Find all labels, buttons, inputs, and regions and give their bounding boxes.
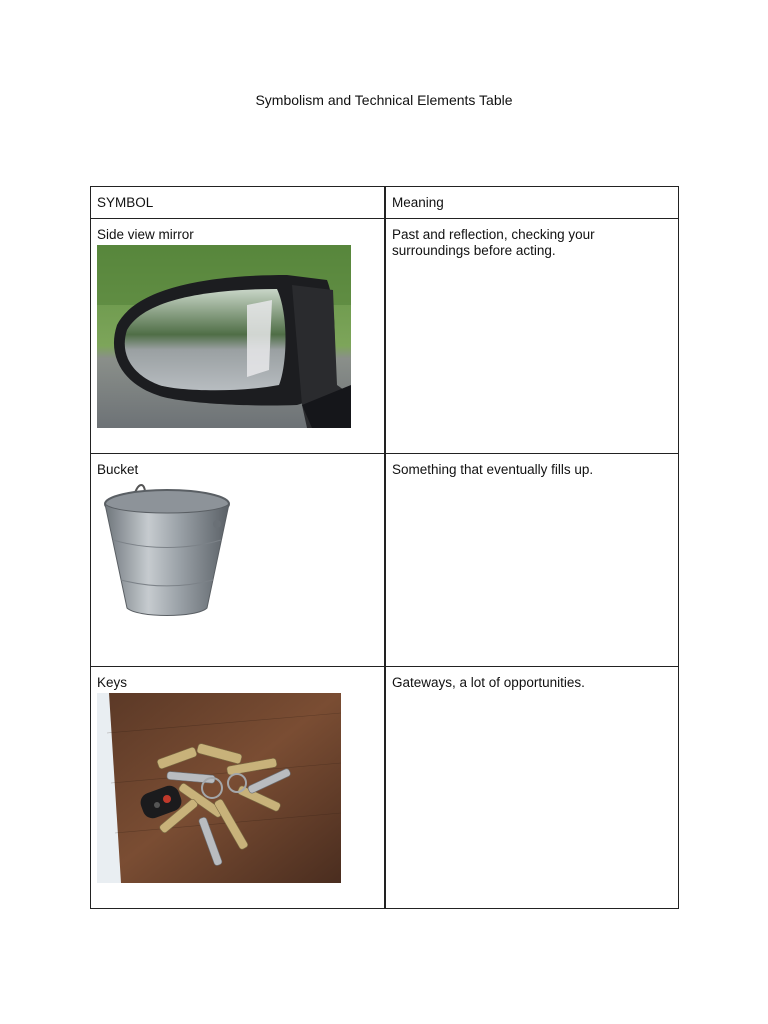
- table-row: [91, 667, 679, 909]
- side-view-mirror-photo: [97, 245, 351, 428]
- meaning-cell: Gateways, a lot of opportunities.: [385, 667, 679, 909]
- meaning-cell: Past and reflection, checking your surroundings before acting.: [385, 219, 679, 454]
- symbol-label: Bucket: [97, 462, 139, 477]
- metal-bucket-photo: [97, 480, 237, 622]
- table-header-row: [91, 187, 679, 219]
- symbol-table: [90, 186, 679, 909]
- symbol-label: Keys: [97, 675, 128, 690]
- symbol-cell: [91, 454, 386, 667]
- table-row: [91, 219, 679, 454]
- meaning-cell: Something that eventually fills up.: [385, 454, 679, 667]
- header-meaning: Meaning: [385, 187, 679, 219]
- document-title: Symbolism and Technical Elements Table: [255, 92, 513, 108]
- header-symbol: SYMBOL: [91, 187, 386, 219]
- symbol-label: Side view mirror: [97, 227, 194, 242]
- symbol-cell: [91, 667, 386, 909]
- table-row: [91, 454, 679, 667]
- symbol-cell: [91, 219, 386, 454]
- keys-photo: [97, 693, 341, 883]
